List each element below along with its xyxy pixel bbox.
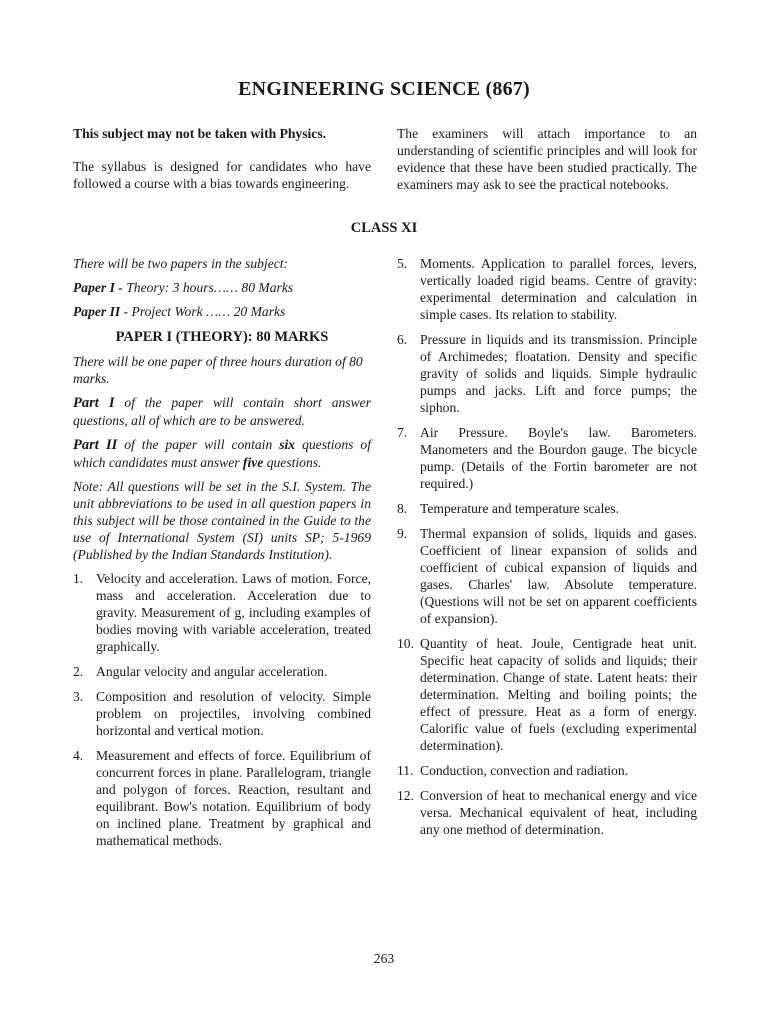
paper-heading: PAPER I (THEORY): 80 MARKS <box>115 329 329 345</box>
item-number: 1. <box>73 571 84 586</box>
list-item <box>397 255 697 323</box>
part-1-paragraph <box>73 394 371 429</box>
paper-2-line <box>73 303 371 320</box>
part-2-text-2: questions of which candidates must answer <box>73 437 371 470</box>
item-number: 10. <box>397 636 414 651</box>
syllabus-list-left <box>73 570 371 849</box>
list-item <box>73 570 371 655</box>
item-text: Measurement and effects of force. Equilibrium of concurrent forces in plane. Parallelogram, triangle and polygon of forces. Reaction, resultant and equilibrant. Bow's notation. Equilibrium of body on inclined plane. Treatment by graphical and mathematical methods. <box>96 748 371 848</box>
part-1-text: of the paper will contain short answer questions, all of which are to be answered. <box>73 395 371 428</box>
item-text: Air Pressure. Boyle's law. Barometers. Manometers and the Bourdon gauge. The bicycle pump. (Details of the Fortin barometer are not required.) <box>420 425 697 491</box>
left-column <box>73 255 371 857</box>
page-number: 263 <box>373 951 395 966</box>
part-1-label: Part I <box>73 395 115 411</box>
item-number: 11. <box>397 763 414 778</box>
intro-right-column <box>397 125 697 193</box>
item-text: Temperature and temperature scales. <box>420 501 620 516</box>
list-item <box>73 747 371 849</box>
item-number: 6. <box>397 332 408 347</box>
item-text: Velocity and acceleration. Laws of motion. Force, mass and acceleration. Acceleration due to gravity. Measurement of g, including examples of bodies moving with variable acceleration, treated graphically. <box>96 571 371 654</box>
item-number: 2. <box>73 664 84 679</box>
list-item <box>397 762 697 779</box>
list-item <box>397 635 697 754</box>
item-text: Angular velocity and angular acceleration. <box>96 664 328 679</box>
part-2-five: five <box>242 455 264 470</box>
si-note: Note: All questions will be set in the S.I. System. The unit abbreviations to be used in all question papers in this subject will be those contained in the Guide to the use of International System (SI) units SP; 5-1969 (Published by the Indian Standards Institution). <box>73 479 371 562</box>
list-item <box>397 787 697 838</box>
item-number: 8. <box>397 501 408 516</box>
paper-2-text: Project Work …… 20 Marks <box>128 304 286 319</box>
duration-text: There will be one paper of three hours duration of 80 marks. <box>73 354 363 386</box>
item-number: 4. <box>73 748 84 763</box>
syllabus-description: The syllabus is designed for candidates who have followed a course with a bias towards engineering. <box>73 159 371 191</box>
item-number: 12. <box>397 788 414 803</box>
item-text: Conduction, convection and radiation. <box>420 763 629 778</box>
item-text: Composition and resolution of velocity. Simple problem on projectiles, involving combined horizontal and vertical motion. <box>96 689 371 738</box>
class-heading: CLASS XI <box>350 220 418 236</box>
item-number: 9. <box>397 526 408 541</box>
part-2-paragraph <box>73 436 371 471</box>
list-item <box>73 688 371 739</box>
item-text: Pressure in liquids and its transmission. Principle of Archimedes; floatation. Density and specific gravity of solids and liquids. Simple hydraulic pumps and jacks. Lift and force pumps; the siphon. <box>420 332 697 415</box>
item-text: Quantity of heat. Joule, Centigrade heat unit. Specific heat capacity of solids and liquids; their determination. Change of state. Latent heats: their determination. Melting and boiling points; the effect of pressure. Heat as a form of energy. Calorific value of fuels (excluding experimental determination). <box>420 636 697 753</box>
item-number: 5. <box>397 256 408 271</box>
item-number: 7. <box>397 425 408 440</box>
item-text: Moments. Application to parallel forces, levers, vertically loaded rigid beams. Centre of gravity: experimental determination and calculation in simple cases. Its relation to stability. <box>420 256 697 322</box>
paper-1-line <box>73 279 371 296</box>
syllabus-list-right <box>397 255 697 838</box>
part-2-six: six <box>279 437 296 452</box>
list-item <box>397 525 697 627</box>
paper-1-text: Theory: 3 hours…… 80 Marks <box>122 280 294 295</box>
part-2-text-1: of the paper will contain <box>117 437 280 452</box>
papers-intro: There will be two papers in the subject: <box>73 256 289 271</box>
list-item <box>73 663 371 680</box>
right-column <box>397 255 697 846</box>
list-item <box>397 424 697 492</box>
part-2-text-3: questions. <box>263 455 322 470</box>
item-text: Thermal expansion of solids, liquids and gases. Coefficient of linear expansion of solids and coefficient of cubical expansion of liquids and gases. Charles' law. Absolute temperature. (Questions will not be set on apparent coefficients of expansion). <box>420 526 697 626</box>
intro-left-column <box>73 125 371 208</box>
examiners-note: The examiners will attach importance to an understanding of scientific principles and will look for evidence that these have been studied practically. The examiners may ask to see the practical notebooks. <box>397 126 697 192</box>
paper-1-label: Paper I - <box>73 280 123 295</box>
list-item <box>397 331 697 416</box>
item-number: 3. <box>73 689 84 704</box>
physics-restriction: This subject may not be taken with Physics. <box>73 126 327 141</box>
item-text: Conversion of heat to mechanical energy and vice versa. Mechanical equivalent of heat, including any one method of determination. <box>420 788 697 837</box>
part-2-label: Part II <box>73 437 118 453</box>
page-title: ENGINEERING SCIENCE (867) <box>238 78 530 100</box>
paper-2-label: Paper II - <box>73 304 129 319</box>
list-item <box>397 500 697 517</box>
